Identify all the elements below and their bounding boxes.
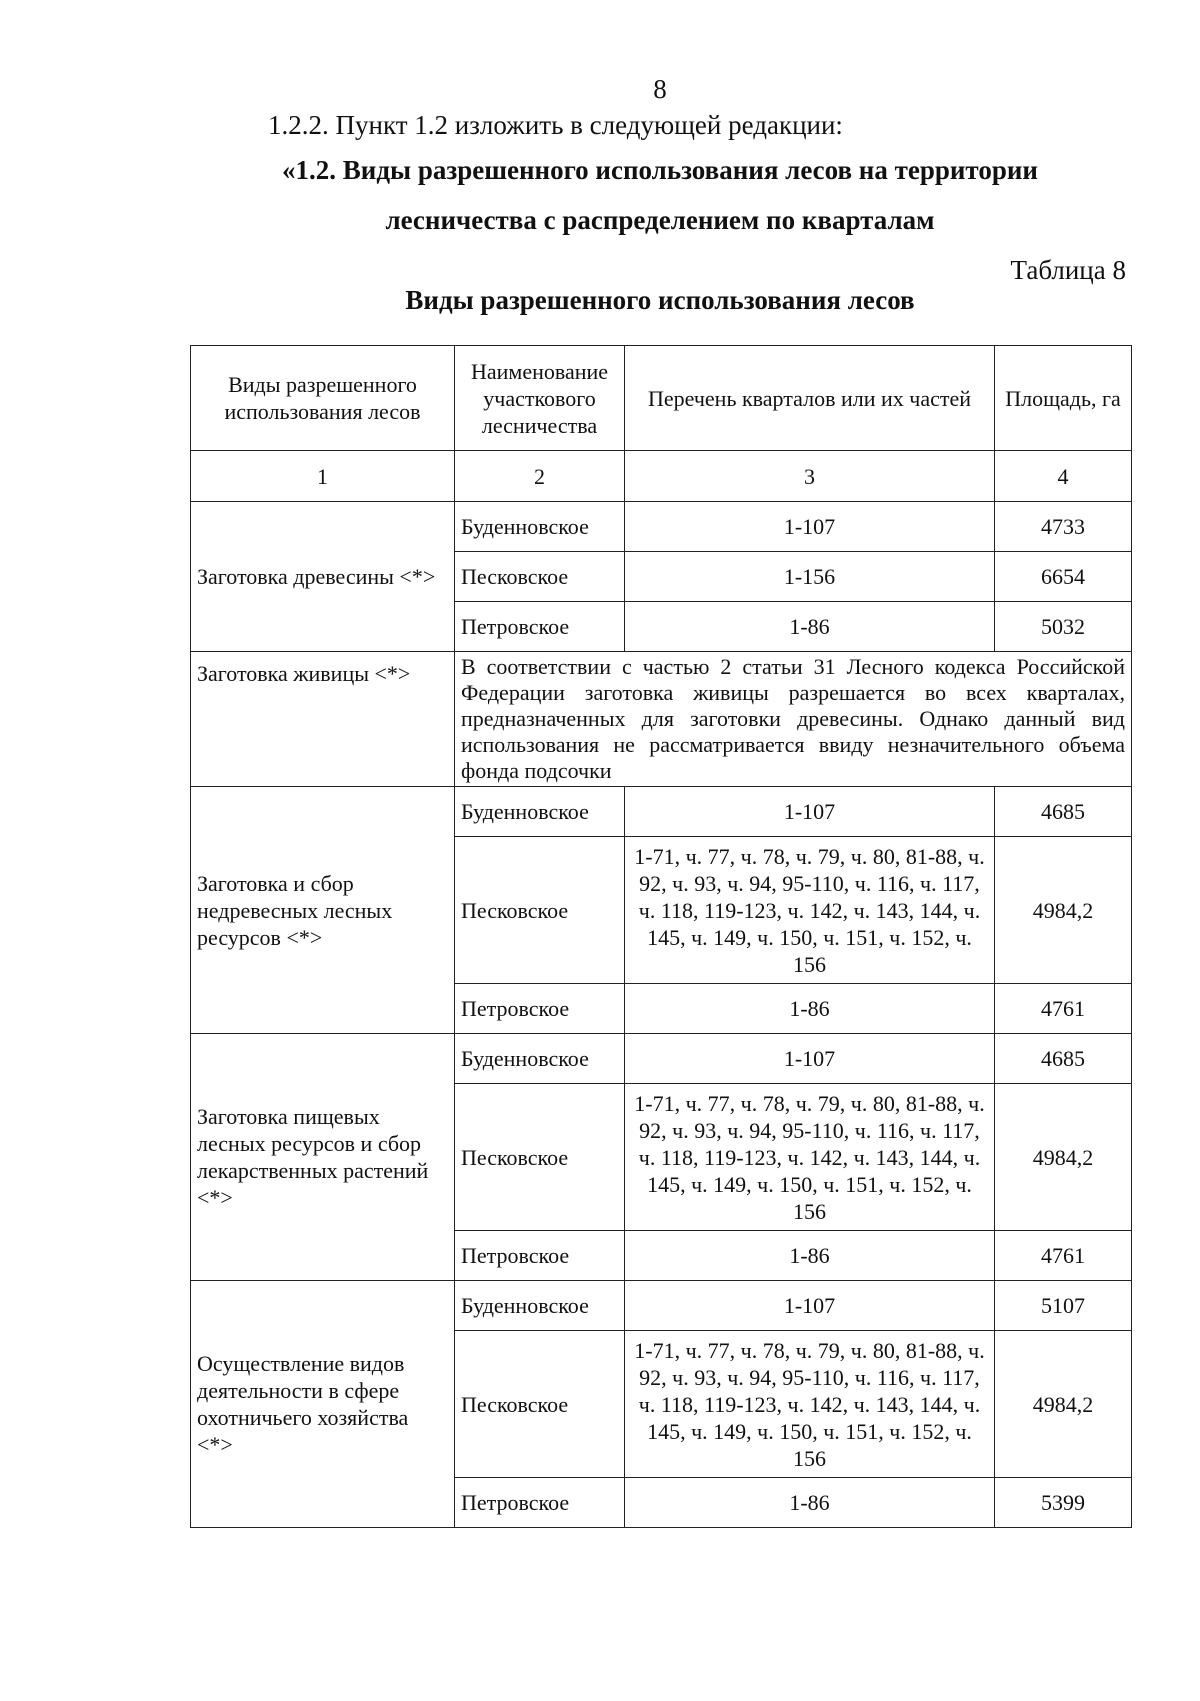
page-number: 8 [653, 74, 667, 104]
area-cell: 5107 [995, 1281, 1132, 1331]
quarters-cell: 1-86 [625, 1231, 995, 1281]
quarters-cell: 1-71, ч. 77, ч. 78, ч. 79, ч. 80, 81-88, ч. 92, ч. 93, ч. 94, 95-110, ч. 116, ч. 117, ч. 118, 119-123, ч. 142, ч. 143, 144, ч. 145, ч. 149, ч. 150, ч. 151, ч. 152, ч. 156 [625, 1331, 995, 1478]
use-type-cell: Заготовка живицы <*> [191, 652, 455, 787]
amendment-intro: 1.2.2. Пункт 1.2 изложить в следующей редакции: [268, 110, 843, 140]
use-type-cell: Заготовка и сбор недревесных лесных ресурсов <*> [191, 787, 455, 1034]
forestry-cell: Песковское [455, 1331, 625, 1478]
table-row [191, 1281, 1132, 1331]
table-row [191, 1034, 1132, 1084]
section-heading-line-2: лесничества с распределением по кварталам [385, 205, 935, 235]
note-cell: В соответствии с частью 2 статьи 31 Лесного кодекса Российской Федерации заготовка живицы разрешается во всех кварталах, предназначенных для заготовки древесины. Однако данный вид использования не рассматривается ввиду незначительного объема фонда подсочки [455, 652, 1132, 787]
area-cell: 4984,2 [995, 1331, 1132, 1478]
quarters-cell: 1-86 [625, 602, 995, 652]
quarters-cell: 1-107 [625, 787, 995, 837]
quarters-cell: 1-86 [625, 984, 995, 1034]
area-cell: 6654 [995, 552, 1132, 602]
table-label: Таблица 8 [1010, 255, 1126, 285]
header-area: Площадь, га [995, 346, 1132, 451]
quarters-cell: 1-107 [625, 1034, 995, 1084]
quarters-cell: 1-86 [625, 1478, 995, 1528]
column-number: 4 [995, 451, 1132, 502]
area-cell: 4984,2 [995, 1084, 1132, 1231]
area-cell: 4761 [995, 1231, 1132, 1281]
use-type-cell: Заготовка пищевых лесных ресурсов и сбор лекарственных растений <*> [191, 1034, 455, 1281]
header-quarters: Перечень кварталов или их частей [625, 346, 995, 451]
area-cell: 4685 [995, 1034, 1132, 1084]
forestry-cell: Буденновское [455, 787, 625, 837]
area-cell: 4761 [995, 984, 1132, 1034]
area-cell: 5399 [995, 1478, 1132, 1528]
forest-use-table [190, 345, 1132, 1528]
column-number: 1 [191, 451, 455, 502]
forestry-cell: Петровское [455, 1478, 625, 1528]
forestry-cell: Песковское [455, 552, 625, 602]
forestry-cell: Песковское [455, 1084, 625, 1231]
use-type-cell: Заготовка древесины <*> [191, 502, 455, 652]
table-row [191, 502, 1132, 552]
column-number-row [191, 451, 1132, 502]
header-forestry: Наименование участкового лесничества [455, 346, 625, 451]
section-heading-line-1: «1.2. Виды разрешенного использования лесов на территории [282, 155, 1038, 185]
area-cell: 4733 [995, 502, 1132, 552]
table-row [191, 787, 1132, 837]
quarters-cell: 1-156 [625, 552, 995, 602]
forestry-cell: Петровское [455, 1231, 625, 1281]
area-cell: 5032 [995, 602, 1132, 652]
quarters-cell: 1-71, ч. 77, ч. 78, ч. 79, ч. 80, 81-88, ч. 92, ч. 93, ч. 94, 95-110, ч. 116, ч. 117, ч. 118, 119-123, ч. 142, ч. 143, 144, ч. 145, ч. 149, ч. 150, ч. 151, ч. 152, ч. 156 [625, 837, 995, 984]
column-number: 2 [455, 451, 625, 502]
table-title: Виды разрешенного использования лесов [405, 285, 915, 315]
forestry-cell: Буденновское [455, 1034, 625, 1084]
forestry-cell: Буденновское [455, 502, 625, 552]
forestry-cell: Буденновское [455, 1281, 625, 1331]
forestry-cell: Петровское [455, 602, 625, 652]
header-use-type: Виды разрешенного использования лесов [191, 346, 455, 451]
table-row [191, 652, 1132, 787]
quarters-cell: 1-107 [625, 502, 995, 552]
area-cell: 4685 [995, 787, 1132, 837]
quarters-cell: 1-71, ч. 77, ч. 78, ч. 79, ч. 80, 81-88, ч. 92, ч. 93, ч. 94, 95-110, ч. 116, ч. 117, ч. 118, 119-123, ч. 142, ч. 143, 144, ч. 145, ч. 149, ч. 150, ч. 151, ч. 152, ч. 156 [625, 1084, 995, 1231]
forestry-cell: Песковское [455, 837, 625, 984]
area-cell: 4984,2 [995, 837, 1132, 984]
use-type-cell: Осуществление видов деятельности в сфере охотничьего хозяйства <*> [191, 1281, 455, 1528]
column-number: 3 [625, 451, 995, 502]
forestry-cell: Петровское [455, 984, 625, 1034]
quarters-cell: 1-107 [625, 1281, 995, 1331]
table-header-row [191, 346, 1132, 451]
